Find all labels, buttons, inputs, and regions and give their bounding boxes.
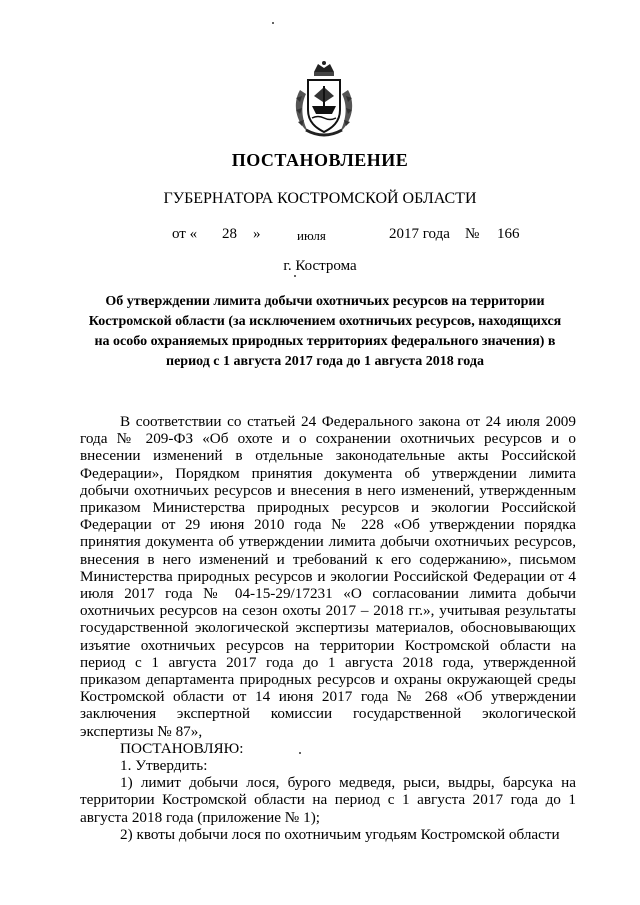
- item-1-1: 1) лимит добычи лося, бурого медведя, рыси, выдры, барсука на территории Костромской области на период с 1 августа 2017 года до 1 августа 2018 года (приложение № 1);: [80, 774, 576, 826]
- resolve-line: ПОСТАНОВЛЯЮ:: [120, 739, 244, 757]
- preamble-paragraph: В соответствии со статьей 24 Федерального закона от 24 июля 2009 года № 209-ФЗ «Об охоте и о сохранении охотничьих ресурсов и о внесении изменений в отдельные законодательные акты Российской Федерации», Порядком принятия документа об утверждении лимита добычи охотничьих ресурсов и внесения в него изменений, утвержденным приказом Министерства природных ресурсов и экологии Российской Федерации от 29 июня 2010 года № 228 «Об утверждении порядка принятия документа об утверждении лимита добычи охотничьих ресурсов, внесения в него изменений и требований к его содержанию», письмом Министерства природных ресурсов и экологии Российской Федерации от 4 июля 2017 года № 04-15-29/17231 «О согласовании лимита добычи охотничьих ресурсов на сезон охоты 2017 – 2018 гг.», учитывая результаты государственной экологической экспертизы материалов, обосновывающих изъятие охотничьих ресурсов на территории Костромской области на период с 1 августа 2017 года до 1 августа 2018 года, утвержденной приказом департамента природных ресурсов и охраны окружающей среды Костромской области от 14 июня 2017 года № 268 «Об утверждении заключения экспертной комиссии государственной экологической экспертизы № 87»,: [80, 413, 576, 740]
- date-prefix: от «: [172, 226, 198, 242]
- scan-dot: [294, 275, 296, 277]
- date-close-quote: »: [253, 226, 261, 242]
- city: г. Кострома: [283, 258, 357, 274]
- scan-dot: [272, 22, 274, 24]
- coat-of-arms-emblem: [290, 60, 358, 140]
- document-issuer: ГУБЕРНАТОРА КОСТРОМСКОЙ ОБЛАСТИ: [163, 190, 477, 207]
- scan-dot: [299, 752, 301, 754]
- item-1: 1. Утвердить:: [120, 757, 208, 775]
- document-title: ПОСТАНОВЛЕНИЕ: [231, 150, 409, 170]
- number-sign: №: [465, 226, 480, 242]
- item-1-2: 2) квоты добычи лося по охотничьим угодьям Костромской области: [120, 825, 560, 843]
- date-month: июля: [297, 228, 326, 243]
- date-day: 28: [222, 226, 237, 242]
- document-heading: Об утверждении лимита добычи охотничьих ресурсов на территории Костромской области (за исключением охотничьих ресурсов, находящихся на особо охраняемых природных территориях федерального значения) в период с 1 августа 2017 года до 1 августа 2018 года: [88, 294, 562, 369]
- document-number: 166: [497, 226, 520, 242]
- document-body: [80, 413, 576, 843]
- date-year: 2017 года: [389, 226, 450, 242]
